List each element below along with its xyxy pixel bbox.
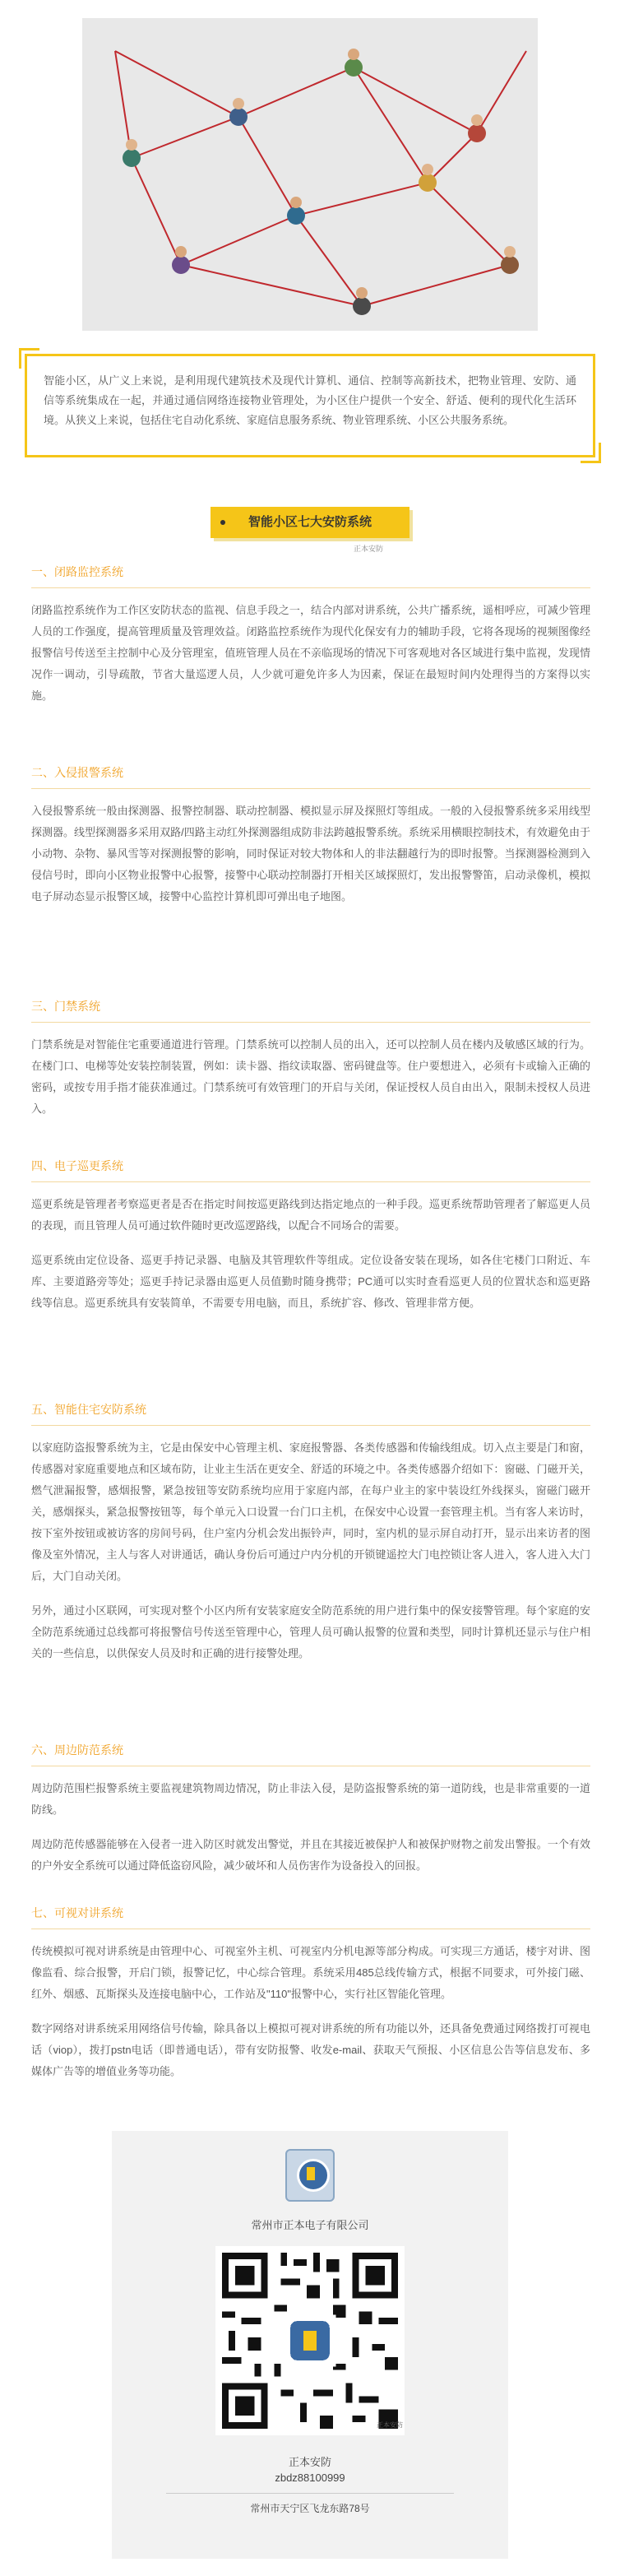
intro-text: 智能小区，从广义上来说，是利用现代建筑技术及现代计算机、通信、控制等高新技术，把物业管理、安防、通信等系统集成在一起，并通过通信网络连接物业管理处，为小区住户提供一个安全、舒适、便利的现代化生活环境。从狭义上来说，包括住宅自动化系统、家庭信息服务系统、物业管理系统、小区公共服务系统。: [44, 374, 576, 426]
headline-title: 智能小区七大安防系统: [248, 515, 372, 529]
account-id: zbdz88100999: [275, 2472, 345, 2484]
section-intrusion-alarm: [31, 764, 590, 921]
intro-box: [25, 354, 595, 457]
company-address: 常州市天宁区飞龙东路78号: [250, 2503, 370, 2514]
qr-watermark: 正本安防: [377, 2421, 403, 2429]
section-cctv: [31, 563, 590, 720]
headline-banner: [211, 507, 409, 538]
banner-watermark: 正本安防: [354, 545, 384, 553]
section-title: 三、门禁系统: [31, 997, 590, 1023]
section-title: 四、电子巡更系统: [31, 1157, 590, 1182]
company-card: [112, 2131, 508, 2559]
section-title: 二、入侵报警系统: [31, 764, 590, 789]
qr-code[interactable]: [215, 2246, 405, 2435]
account-name: 正本安防: [288, 2456, 331, 2468]
section-paragraph: 门禁系统是对智能住宅重要通道进行管理。门禁系统可以控制人员的出入，还可以控制人员在楼内及敏感区域的行为。在楼门口、电梯等处安装控制装置，例如：读卡器、指纹读取器、密码键盘等。住户要想进入，必须有卡或输入正确的密码，或按专用手指才能获准通过。门禁系统可有效管理门的开启与关闭，保证授权人员自由出入，限制未授权人员进入。: [31, 1038, 590, 1115]
section-paragraph: 另外，通过小区联网，可实现对整个小区内所有安装家庭安全防范系统的用户进行集中的保安接警管理。每个家庭的安全防范系统通过总线都可将报警信号传送至管理中心，管理人员可确认报警的位置和类型，同时计算机还显示与住户相关的一些信息，以供保安人员及时和正确的进行接警处理。: [31, 1604, 590, 1659]
section-title: 七、可视对讲系统: [31, 1904, 590, 1929]
company-logo-icon: [285, 2149, 335, 2202]
section-title: 六、周边防范系统: [31, 1741, 590, 1766]
section-paragraph: 巡更系统由定位设备、巡更手持记录器、电脑及其管理软件等组成。定位设备安装在现场，如各住宅楼门口附近、车库、主要道路旁等处；巡更手持记录器由巡更人员值勤时随身携带；PC通可以实时查看巡更人员的位置状态和巡更路线等信息。巡更系统具有安装简单，不需要专用电脑，而且，系统扩容、修改、管理非常方便。: [31, 1254, 590, 1309]
divider: [166, 2493, 454, 2494]
section-title: 五、智能住宅安防系统: [31, 1400, 590, 1426]
hero-illustration: [82, 18, 538, 331]
network-people-illustration: [82, 18, 538, 331]
section-paragraph: 入侵报警系统一般由探测器、报警控制器、联动控制器、模拟显示屏及探照灯等组成。一般的入侵报警系统多采用线型探测器。线型探测器多采用双路/四路主动红外探测器组成防非法跨越报警系统。系统采用横眼控制技术，有效避免由于小动物、杂物、暴风雪等对探测报警的影响，同时保证对较大物体和人的非法翻越行为的即时报警。当探测器检测到入侵信号时，即向小区物业报警中心报警，接警中心联动控制器打开相关区域探照灯，发出报警警笛，启动录像机，模拟电子屏动态显示报警区域，接警中心监控计算机即可弹出电子地图。: [31, 805, 590, 903]
section-paragraph: 周边防范传感器能够在入侵者一进入防区时就发出警觉，并且在其接近被保护人和被保护财物之前发出警报。一个有效的户外安全系统可以通过降低盗窃风险，减少破坏和人员伤害作为设备投入的回报。: [31, 1838, 590, 1872]
section-patrol: [31, 1157, 590, 1327]
bullet-icon: [220, 520, 225, 525]
section-paragraph: 传统模拟可视对讲系统是由管理中心、可视室外主机、可视室内分机电源等部分构成。可实现三方通话，楼宇对讲、图像监看、综合报警，开启门锁，报警记忆，中心综合管理。系统采用485总线传输方式，根据不同要求，可外接门磁、红外、烟感、瓦斯探头及连接电脑中心，工作站及"110"报警中心，实行社区智能化管理。: [31, 1945, 590, 2000]
section-paragraph: 巡更系统是管理者考察巡更者是否在指定时间按巡更路线到达指定地点的一种手段。巡更系统帮助管理者了解巡更人员的表现，而且管理人员可通过软件随时更改巡逻路线，以配合不同场合的需要。: [31, 1198, 590, 1232]
section-paragraph: 数字网络对讲系统采用网络信号传输，除具备以上模拟可视对讲系统的所有功能以外，还具备免费通过网络拨打可视电话（viop），拨打pstn电话（即普通电话），带有安防报警、收发e-mail、获取天气预报、小区信息公告等信息发布、多媒体广告等的增值业务等功能。: [31, 2022, 590, 2077]
section-title: 一、闭路监控系统: [31, 563, 590, 588]
section-access-control: [31, 997, 590, 1133]
qr-code-icon: [215, 2246, 405, 2435]
section-perimeter: [31, 1741, 590, 1890]
section-paragraph: 闭路监控系统作为工作区安防状态的监视、信息手段之一，结合内部对讲系统，公共广播系统，遥相呼应，可减少管理人员的工作强度，提高管理质量及管理效益。闭路监控系统作为现代化保安有力的辅助手段，它将各现场的视频图像经报警信号传送至主控制中心及分管理室，值班管理人员在不亲临现场的情况下可客观地对各区域进行集中监视，发现情况作一调动，引导疏散，节省大量巡逻人员，人少就可避免许多人为因素，保证在最短时间内处理得当的方案得以实施。: [31, 604, 590, 702]
section-paragraph: 周边防范围栏报警系统主要监视建筑物周边情况，防止非法入侵，是防盗报警系统的第一道防线，也是非常重要的一道防线。: [31, 1782, 590, 1816]
section-home-security: [31, 1400, 590, 1678]
section-video-intercom: [31, 1904, 590, 2096]
section-paragraph: 以家庭防盗报警系统为主，它是由保安中心管理主机、家庭报警器、各类传感器和传输线组成。切入点主要是门和窗，传感器对家庭重要地点和区域布防，让业主生活在更安全、舒适的环境之中。各类传感器介绍如下：窗磁、门磁开关，燃气泄漏报警，感烟报警，紧急按钮等安防系统均应用于家庭内部，在每户业主的家中装设红外线探头，窗磁门磁开关，感烟探头，紧急报警按钮等，每个单元入口设置一台门口主机，在保安中心设置一套管理主机。当有客人来访时，按下室外按钮或被访客的房间号码，住户室内分机会发出振铃声，同时，室内机的显示屏自动打开，显示出来访者的图像及室外情况，主人与客人对讲通话，确认身份后可通过户内分机的开锁键遥控大门电控锁让客人进入，客人进入大门后，大门自动关闭。: [31, 1441, 590, 1582]
company-name: 常州市正本电子有限公司: [251, 2219, 369, 2231]
